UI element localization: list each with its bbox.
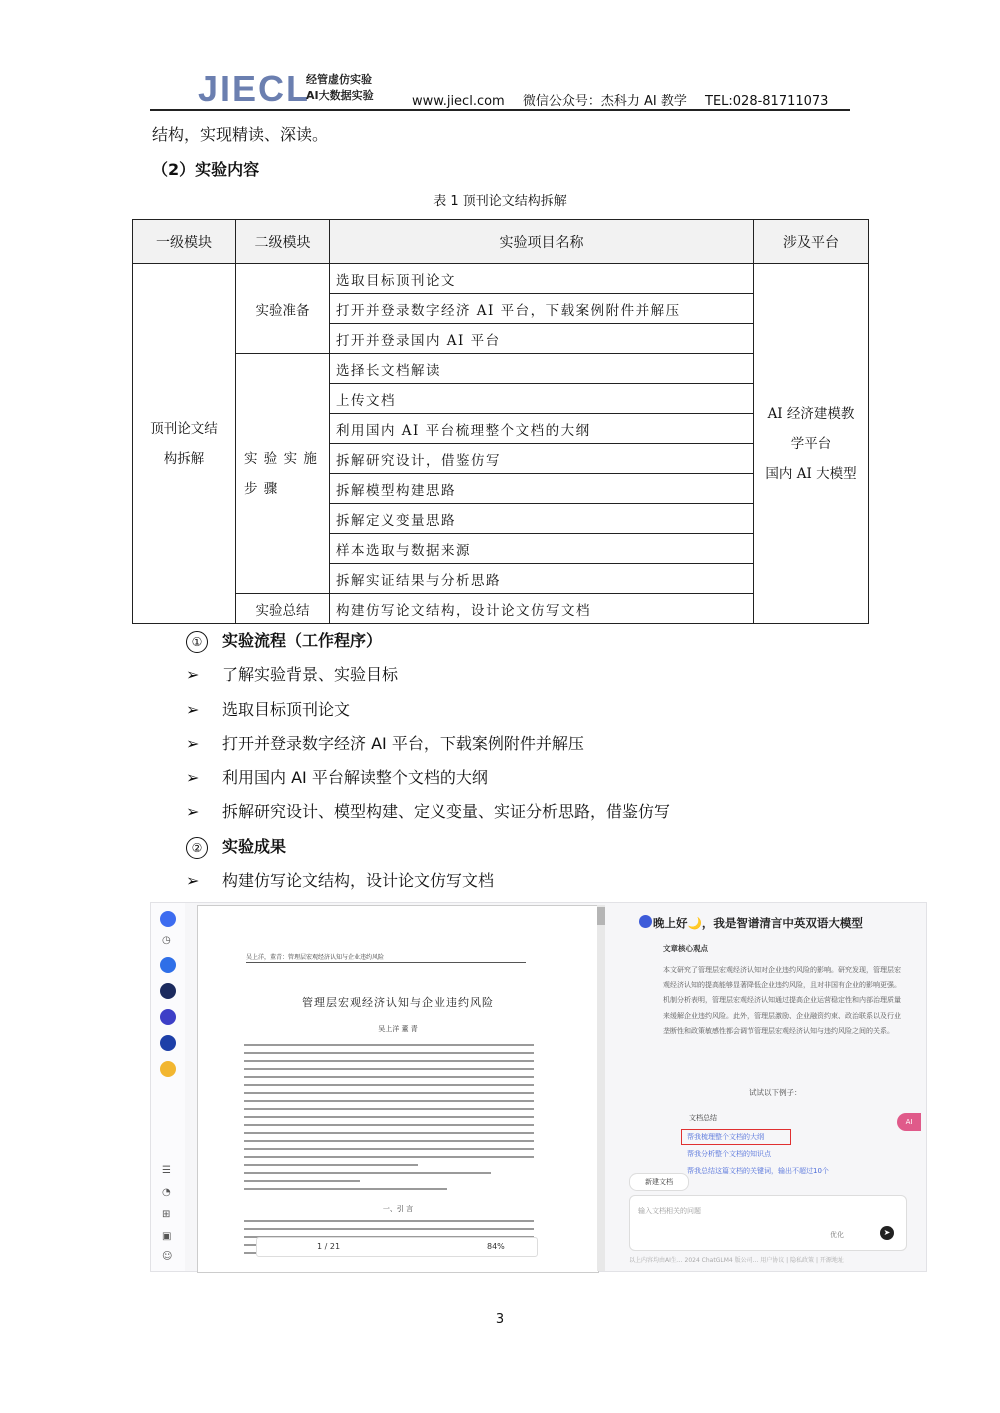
results-heading: ② 实验成果 [186,834,286,859]
folder-icon[interactable]: ▣ [162,1231,172,1242]
doc-section-heading: 一、引 言 [382,1205,414,1213]
pdf-scrollbar[interactable] [597,905,605,1271]
table-cell: 拆解研究设计，借鉴仿写 [330,444,754,474]
chat-input[interactable] [629,1195,907,1251]
example-knowledge-link[interactable]: 帮我分析整个文档的知识点 [687,1150,771,1158]
table-cell: 拆解定义变量思路 [330,504,754,534]
doc-running-header: 吴上洋，董青：管理层宏观经济认知与企业违约风险 [246,954,385,961]
history-icon[interactable]: ◷ [162,935,171,946]
level2-steps: 实 验 实 施 步 骤 [236,354,330,594]
bullet-arrow-icon: ➢ [186,802,200,821]
agent-icon[interactable] [160,983,176,999]
document-icon[interactable] [160,1061,176,1077]
chat-panel [621,903,926,1271]
header-contact [412,90,842,109]
table-cell: 上传文档 [330,384,754,414]
user-icon[interactable]: ☺ [162,1251,173,1262]
logo-sub-line2: AI大数据实验 [306,89,374,102]
table-header: 实验项目名称 [330,220,754,264]
table-cell: 打开并登录数字经济 AI 平台，下载案例附件并解压 [330,294,754,324]
logo: JIECL [198,68,311,109]
list-item: ➢ 构建仿写论文结构，设计论文仿写文档 [186,871,495,890]
optimize-option[interactable]: 优化 [830,1231,844,1239]
bullet-arrow-icon: ➢ [186,768,200,787]
process-heading: ① 实验流程（工作程序） [186,628,382,653]
table-cell: 构建仿写论文结构，设计论文仿写文档 [330,594,754,624]
clock-icon[interactable]: ◔ [162,1187,171,1198]
chat-footer: 以上内容均由AI生... 2024 ChatGLM4 版公司... 用户协议 | 隐私政策 | 开源地址 [629,1257,844,1264]
send-icon[interactable]: ➤ [880,1226,894,1240]
new-document-button[interactable]: 新建文档 [629,1173,689,1191]
table-row [133,264,869,294]
header-tel: TEL:028-81711073 [705,94,829,109]
bullet-arrow-icon: ➢ [186,734,200,753]
app-screenshot [150,902,927,1272]
bullet-arrow-icon: ➢ [186,665,200,684]
list-item: ➢ 拆解研究设计、模型构建、定义变量、实证分析思路，借鉴仿写 [186,802,671,821]
doc-abstract-lines [244,1044,534,1196]
zoom-level[interactable]: 84% [487,1242,505,1251]
chat-input-placeholder: 输入文档相关的问题 [638,1207,701,1215]
grid-icon[interactable]: ⊞ [162,1209,171,1220]
level2-summary: 实验总结 [236,594,330,624]
results-number: ② [186,837,208,859]
section-title: （2）实验内容 [152,160,260,179]
assistant-icon[interactable] [160,957,176,973]
list-item: ➢ 打开并登录数字经济 AI 平台，下载案例附件并解压 [186,734,584,753]
assistant-avatar-icon [639,915,652,928]
table-header: 二级模块 [236,220,330,264]
header-wechat: 微信公众号：杰科力 AI 教学 [522,94,687,109]
platform-cell: AI 经济建模教 学平台 国内 AI 大模型 [754,264,869,624]
page-number: 3 [495,1312,505,1327]
pdf-toolbar [256,1237,538,1257]
image-icon[interactable] [160,1009,176,1025]
app-logo-icon[interactable] [160,911,176,927]
table-cell: 利用国内 AI 平台梳理整个文档的大纲 [330,414,754,444]
header-website[interactable]: www.jiecl.com [412,94,505,109]
table-cell: 样本选取与数据来源 [330,534,754,564]
page-indicator[interactable]: 1 / 21 [317,1242,341,1251]
level1-cell: 顶刊论文结 构拆解 [133,264,236,624]
try-examples-label: 试试以下例子： [749,1088,802,1097]
table-cell: 拆解实证结果与分析思路 [330,564,754,594]
logo-subtitle [306,72,374,104]
example-outline-link[interactable]: 帮我梳理整个文档的大纲 [687,1133,764,1141]
intro-text: 结构，实现精读、深读。 [152,125,329,144]
table-caption: 表 1 顶刊论文结构拆解 [433,194,567,209]
pdf-viewer[interactable] [197,905,599,1273]
process-number: ① [186,631,208,653]
list-icon[interactable]: ☰ [162,1165,171,1176]
table-header-row [133,220,869,264]
table-cell: 拆解模型构建思路 [330,474,754,504]
core-points-title: 文章核心观点 [663,944,708,953]
list-item: ➢ 了解实验背景、实验目标 [186,665,399,684]
bullet-arrow-icon: ➢ [186,871,200,890]
example-keywords-link[interactable]: 帮我总结这篇文档的关键词，输出不超过10个 [687,1167,829,1175]
table-cell: 选取目标顶刊论文 [330,264,754,294]
floating-badge[interactable]: AI [897,1113,921,1131]
app-sidebar [151,903,185,1271]
doc-title: 管理层宏观经济认知与企业违约风险 [302,996,494,1009]
chat-greeting: 晚上好🌙，我是智谱清言中英双语大模型 [653,916,863,930]
table-cell: 打开并登录国内 AI 平台 [330,324,754,354]
list-item: ➢ 选取目标顶刊论文 [186,700,351,719]
table-header: 一级模块 [133,220,236,264]
table-cell: 选择长文档解读 [330,354,754,384]
logo-sub-line1: 经管虚仿实验 [306,73,372,86]
structure-table [132,219,869,624]
header-divider [150,109,850,111]
doc-author: 吴上洋 董 青 [378,1025,418,1033]
level2-prep: 实验准备 [236,264,330,354]
video-icon[interactable] [160,1035,176,1051]
table-header: 涉及平台 [754,220,869,264]
doc-summary-label: 文档总结 [689,1114,717,1122]
doc-header-rule [246,962,526,963]
list-item: ➢ 利用国内 AI 平台解读整个文档的大纲 [186,768,488,787]
bullet-arrow-icon: ➢ [186,700,200,719]
core-points-text: 本文研究了管理层宏观经济认知对企业违约风险的影响。研究发现，管理层宏观经济认知的提高能够显著降低企业违约风险，且对非国有企业的影响更强。机制分析表明，管理层宏观经济认知通过提高企业运营稳定性和内部治理质量来缓解企业违约风险。此外，管理层激励、企业融资约束、政治联系以及行业垄断性和政策敏感性都会调节管理层宏观经济认知与违约风险之间的关系。 [663,966,901,1035]
